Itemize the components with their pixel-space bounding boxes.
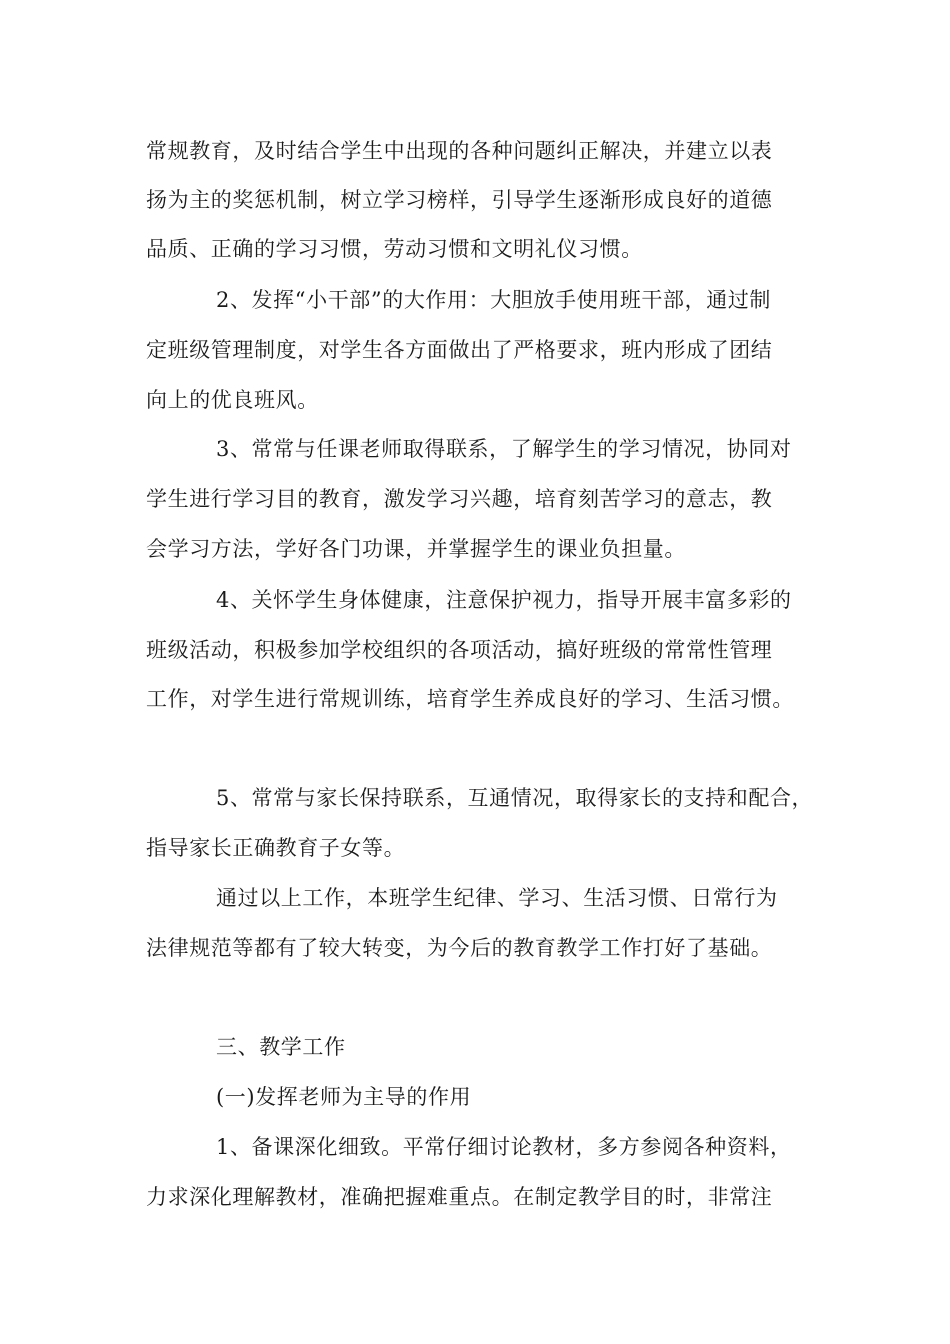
text-line: 向上的优良班风。 [146,388,319,412]
text-line: 1、备课深化细致。平常仔细讨论教材，多方参阅各种资料， [216,1135,792,1159]
text-line: 定班级管理制度，对学生各方面做出了严格要求，班内形成了团结 [146,338,773,362]
text-line: 通过以上工作，本班学生纪律、学习、生活习惯、日常行为 [216,886,778,910]
text-line: 指导家长正确教育子女等。 [146,836,406,860]
text-line: 会学习方法，学好各门功课，并掌握学生的课业负担量。 [146,537,686,561]
text-line: 法律规范等都有了较大转变，为今后的教育教学工作打好了基础。 [146,936,773,960]
text-line: 学生进行学习目的教育，激发学习兴趣，培育刻苦学习的意志，教 [146,487,773,511]
text-line: 工作，对学生进行常规训练，培育学生养成良好的学习、生活习惯。 [146,687,794,711]
text-line: 班级活动，积极参加学校组织的各项活动，搞好班级的常常性管理 [146,638,773,662]
text-line: 常规教育，及时结合学生中出现的各种问题纠正解决，并建立以表 [146,139,773,163]
text-line: 4、关怀学生身体健康，注意保护视力，指导开展丰富多彩的 [216,588,792,612]
text-line: 扬为主的奖惩机制，树立学习榜样，引导学生逐渐形成良好的道德 [146,188,773,212]
text-line: 力求深化理解教材，准确把握难重点。在制定教学目的时，非常注 [146,1185,773,1209]
text-line: 品质、正确的学习习惯，劳动习惯和文明礼仪习惯。 [146,237,643,261]
subsection-heading: (一)发挥老师为主导的作用 [216,1085,472,1109]
section-heading: 三、教学工作 [216,1035,346,1059]
text-line: 5、常常与家长保持联系，互通情况，取得家长的支持和配合， [216,786,814,810]
text-line: 3、常常与任课老师取得联系，了解学生的学习情况，协同对 [216,437,792,461]
text-line: 2、发挥“小干部”的大作用：大胆放手使用班干部，通过制 [216,288,772,312]
